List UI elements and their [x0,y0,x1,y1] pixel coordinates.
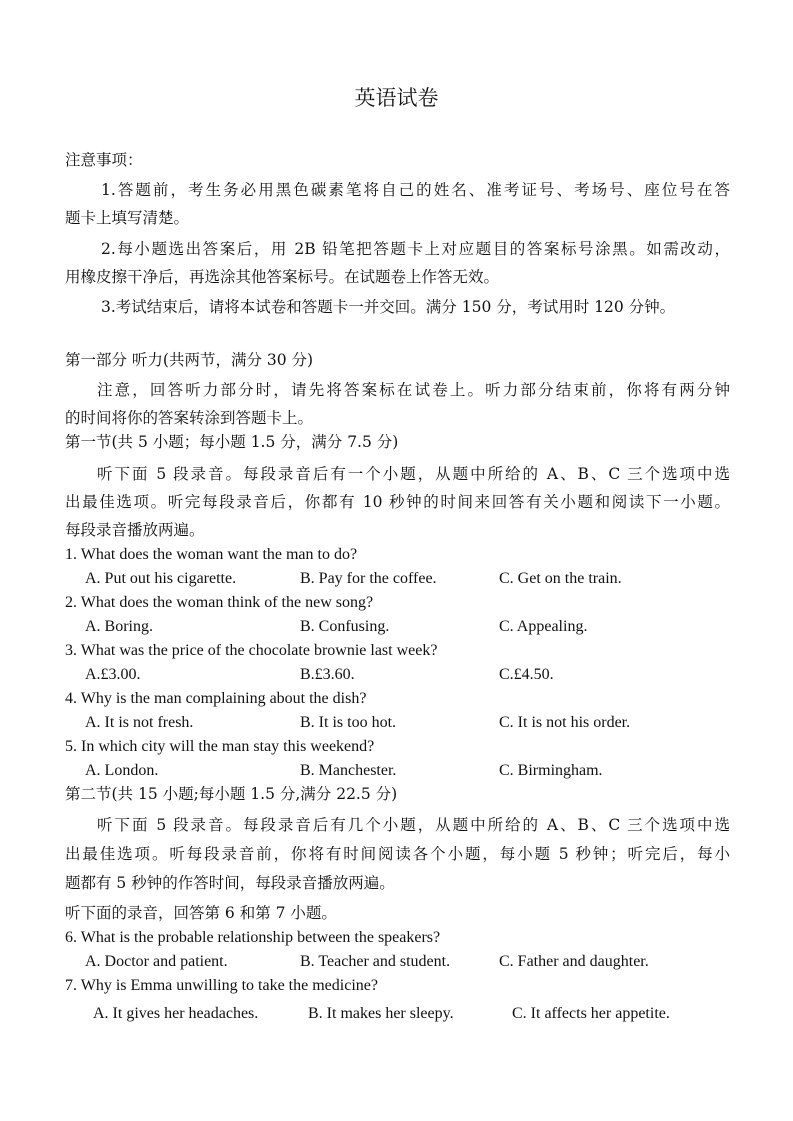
part1-heading: 第一部分 听力(共两节，满分 30 分) [65,351,314,369]
notice-heading: 注意事项： [65,151,143,169]
q4-option-b: B. It is too hot. [300,714,397,731]
notice-item-1-line2: 题卡上填写清楚。 [65,209,190,227]
q5-option-a: A. London. [85,762,159,779]
section2-instr-line2: 出最佳选项。听每段录音前，你将有时间阅读各个小题，每小题 5 秒钟；听完后，每小 [65,845,730,863]
listen-note: 听下面的录音，回答第 6 和第 7 小题。 [65,904,337,922]
q1-option-a: A. Put out his cigarette. [85,570,237,587]
q2-option-b: B. Confusing. [300,618,390,635]
q3-option-a: A.£3.00. [85,666,141,683]
page-title: 英语试卷 [354,86,439,110]
notice-item-1-line1: 1.答题前，考生务必用黑色碳素笔将自己的姓名、准考证号、考场号、座位号在答 [101,181,730,199]
section1-heading: 第一节(共 5 小题；每小题 1.5 分，满分 7.5 分) [65,433,399,451]
q4-option-a: A. It is not fresh. [85,714,194,731]
q2-option-c: C. Appealing. [499,618,588,635]
notice-item-3-line1: 3.考试结束后，请将本试卷和答题卡一并交回。满分 150 分，考试用时 120 分钟。 [101,298,676,316]
section2-instr-line1: 听下面 5 段录音。每段录音后有几个小题，从题中所给的 A、B、C 三个选项中选 [97,816,730,834]
question-2: 2. What does the woman think of the new song? [65,594,374,611]
q1-option-b: B. Pay for the coffee. [300,570,437,587]
q6-option-b: B. Teacher and student. [300,953,451,970]
question-6: 6. What is the probable relationship between the speakers? [65,929,441,946]
q3-option-c: C.£4.50. [499,666,554,683]
part1-note-line1: 注意，回答听力部分时，请先将答案标在试卷上。听力部分结束前，你将有两分钟 [97,381,730,399]
q7-option-b: B. It makes her sleepy. [308,1005,454,1022]
section1-instr-line3: 每段录音播放两遍。 [65,521,205,539]
q3-option-b: B.£3.60. [300,666,355,683]
section1-instr-line2: 出最佳选项。听完每段录音后，你都有 10 秒钟的时间来回答有关小题和阅读下一小题。 [65,493,730,511]
section1-instr-line1: 听下面 5 段录音。每段录音后有一个小题，从题中所给的 A、B、C 三个选项中选 [97,465,730,483]
section2-heading: 第二节(共 15 小题;每小题 1.5 分,满分 22.5 分) [65,785,398,803]
q5-option-b: B. Manchester. [300,762,397,779]
question-3: 3. What was the price of the chocolate brownie last week? [65,642,438,659]
q5-option-c: C. Birmingham. [499,762,603,779]
q4-option-c: C. It is not his order. [499,714,631,731]
part1-note-line2: 的时间将你的答案转涂到答题卡上。 [65,409,314,427]
question-7: 7. Why is Emma unwilling to take the medicine? [65,977,378,994]
q7-option-c: C. It affects her appetite. [512,1005,670,1022]
question-4: 4. Why is the man complaining about the dish? [65,690,367,707]
question-1: 1. What does the woman want the man to do? [65,546,358,563]
q6-option-a: A. Doctor and patient. [85,953,228,970]
notice-item-2-line2: 用橡皮擦干净后，再选涂其他答案标号。在试题卷上作答无效。 [65,268,500,286]
q6-option-c: C. Father and daughter. [499,953,649,970]
q1-option-c: C. Get on the train. [499,570,622,587]
question-5: 5. In which city will the man stay this weekend? [65,738,375,755]
q2-option-a: A. Boring. [85,618,153,635]
section2-instr-line3: 题都有 5 秒钟的作答时间，每段录音播放两遍。 [65,874,395,892]
q7-option-a: A. It gives her headaches. [93,1005,259,1022]
notice-item-2-line1: 2.每小题选出答案后，用 2B 铅笔把答题卡上对应题目的答案标号涂黑。如需改动， [101,240,730,258]
